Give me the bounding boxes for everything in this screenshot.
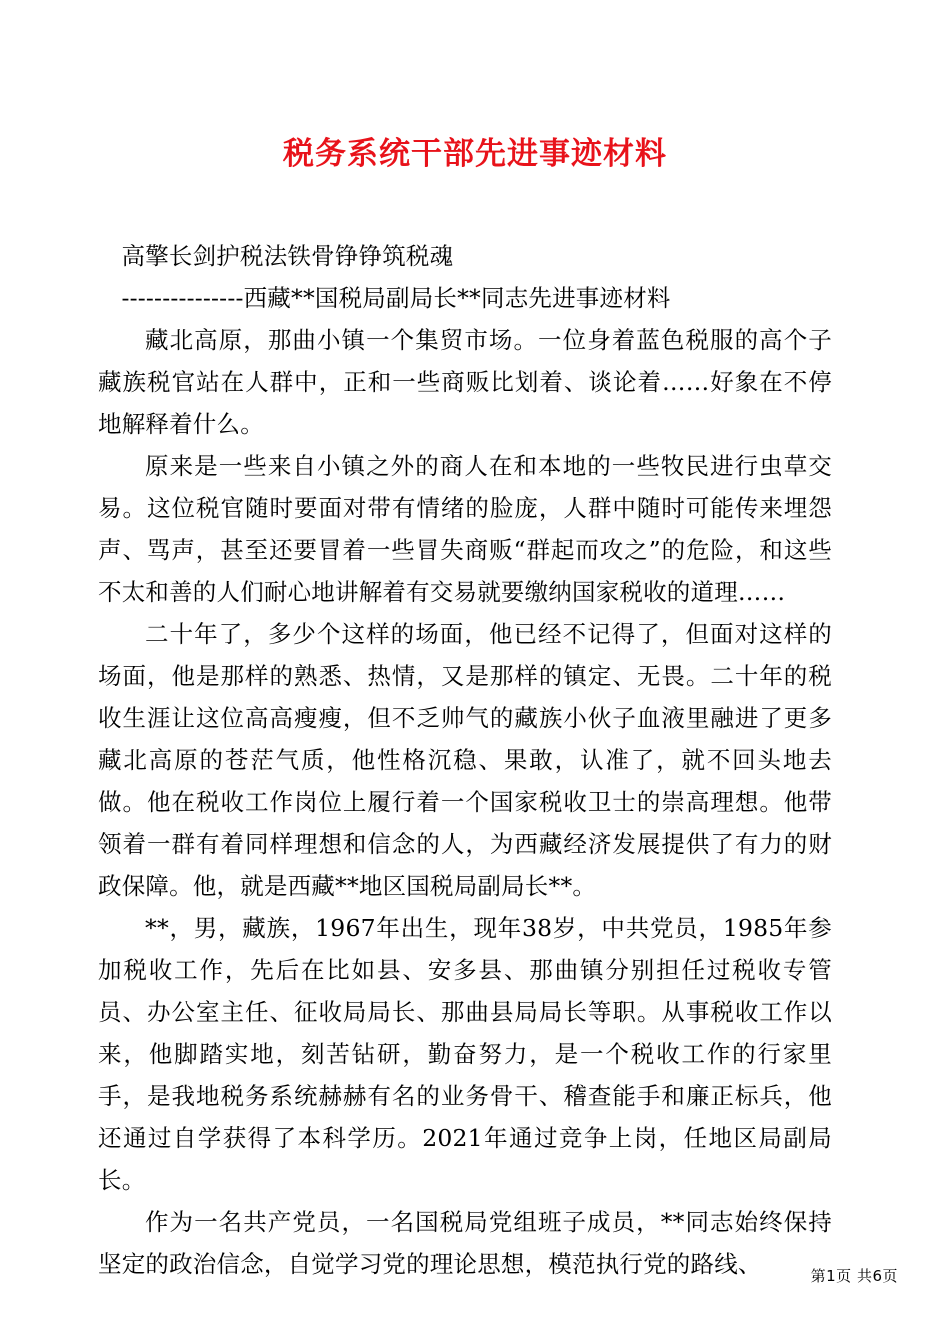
page-footer: 第1页 共6页 <box>810 1267 898 1285</box>
paragraph-subtitle: 高擎长剑护税法铁骨铮铮筑税魂 <box>121 242 454 270</box>
paragraph-4: **，男，藏族，1967年出生，现年38岁，中共党员，1985年参加税收工作，先后在比如县、安多县、那曲镇分别担任过税收专管员、办公室主任、征收局局长、那曲县局局长等职。从事税收工作以来，他脚踏实地，刻苦钻研，勤奋努力，是一个税收工作的行家里手，是我地税务系统赫赫有名的业务骨干、稽查能手和廉正标兵，他还通过自学获得了本科学历。2021年通过竞争上岗，任地区局副局长。 <box>98 914 832 1194</box>
paragraph-byline: ---------------西藏**国税局副局长**同志先进事迹材料 <box>121 284 671 312</box>
page-title: 税务系统干部先进事迹材料 <box>283 136 667 172</box>
paragraph-3: 二十年了，多少个这样的场面，他已经不记得了，但面对这样的场面，他是那样的熟悉、热情，又是那样的镇定、无畏。二十年的税收生涯让这位高高瘦瘦，但不乏帅气的藏族小伙子血液里融进了更多藏北高原的苍茫气质，他性格沉稳、果敢，认准了，就不回头地去做。他在税收工作岗位上履行着一个国家税收卫士的崇高理想。他带领着一群有着同样理想和信念的人，为西藏经济发展提供了有力的财政保障。他，就是西藏**地区国税局副局长**。 <box>98 620 832 900</box>
paragraph-1: 藏北高原，那曲小镇一个集贸市场。一位身着蓝色税服的高个子藏族税官站在人群中，正和一些商贩比划着、谈论着……好象在不停地解释着什么。 <box>98 326 832 438</box>
paragraph-2: 原来是一些来自小镇之外的商人在和本地的一些牧民进行虫草交易。这位税官随时要面对带有情绪的脸庞，人群中随时可能传来埋怨声、骂声，甚至还要冒着一些冒失商贩“群起而攻之”的危险，和这些不太和善的人们耐心地讲解着有交易就要缴纳国家税收的道理…… <box>98 452 832 606</box>
document-body <box>0 235 950 1285</box>
paragraph-5: 作为一名共产党员，一名国税局党组班子成员，**同志始终保持坚定的政治信念，自觉学习党的理论思想，模范执行党的路线、 <box>98 1208 832 1278</box>
